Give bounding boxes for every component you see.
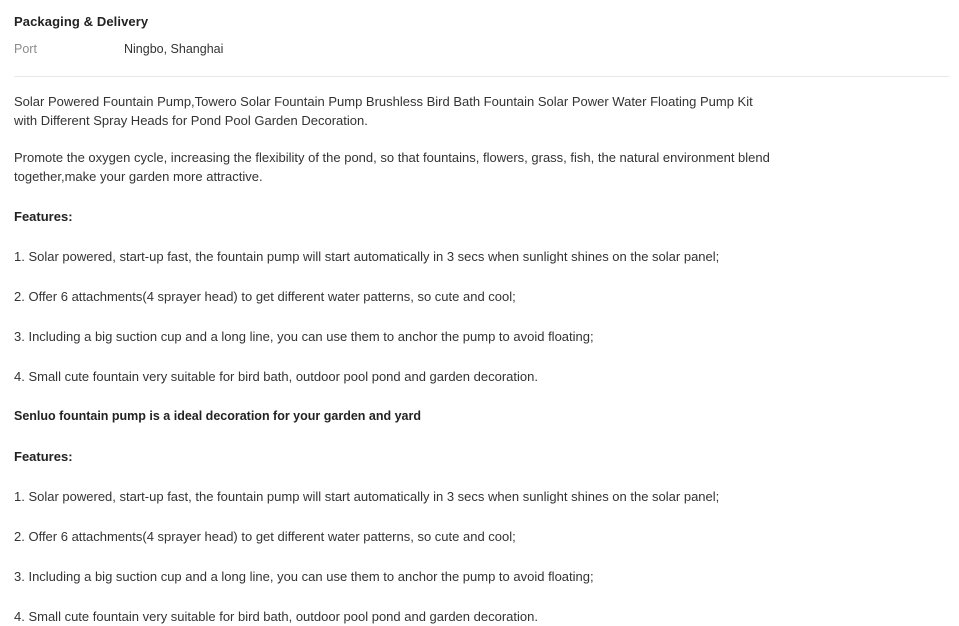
- brand-headline: Senluo fountain pump is a ideal decoration for your garden and yard: [14, 409, 421, 423]
- description-promote: Promote the oxygen cycle, increasing the flexibility of the pond, so that fountains, flowers, grass, fish, the natural environment blend together,make your garden more attractive.: [14, 150, 770, 184]
- packaging-delivery-heading: Packaging & Delivery: [14, 14, 149, 29]
- section-divider: [14, 76, 949, 77]
- feature-item-4a: 4. Small cute fountain very suitable for bird bath, outdoor pool pond and garden decoration.: [14, 369, 538, 384]
- feature-item-2b: 2. Offer 6 attachments(4 sprayer head) to get different water patterns, so cute and cool;: [14, 529, 516, 544]
- packaging-spec-table: [14, 41, 223, 57]
- feature-item-3a: 3. Including a big suction cup and a long line, you can use them to anchor the pump to avoid floating;: [14, 329, 594, 344]
- feature-item-4b: 4. Small cute fountain very suitable for bird bath, outdoor pool pond and garden decoration.: [14, 609, 538, 624]
- description-body: [0, 92, 959, 626]
- description-intro: Solar Powered Fountain Pump,Towero Solar Fountain Pump Brushless Bird Bath Fountain Solar Power Water Floating Pump Kit with Different Spray Heads for Pond Pool Garden Decoration.: [14, 94, 753, 128]
- spec-label-port: Port: [14, 42, 37, 56]
- features-heading-second: Features:: [14, 449, 73, 464]
- feature-item-3b: 3. Including a big suction cup and a long line, you can use them to anchor the pump to avoid floating;: [14, 569, 594, 584]
- features-heading-first: Features:: [14, 209, 73, 224]
- feature-item-1b: 1. Solar powered, start-up fast, the fountain pump will start automatically in 3 secs when sunlight shines on the solar panel;: [14, 489, 720, 504]
- feature-item-1a: 1. Solar powered, start-up fast, the fountain pump will start automatically in 3 secs when sunlight shines on the solar panel;: [14, 249, 720, 264]
- table-row: [14, 41, 223, 57]
- spec-value-port: Ningbo, Shanghai: [124, 42, 224, 56]
- feature-item-2a: 2. Offer 6 attachments(4 sprayer head) to get different water patterns, so cute and cool;: [14, 289, 516, 304]
